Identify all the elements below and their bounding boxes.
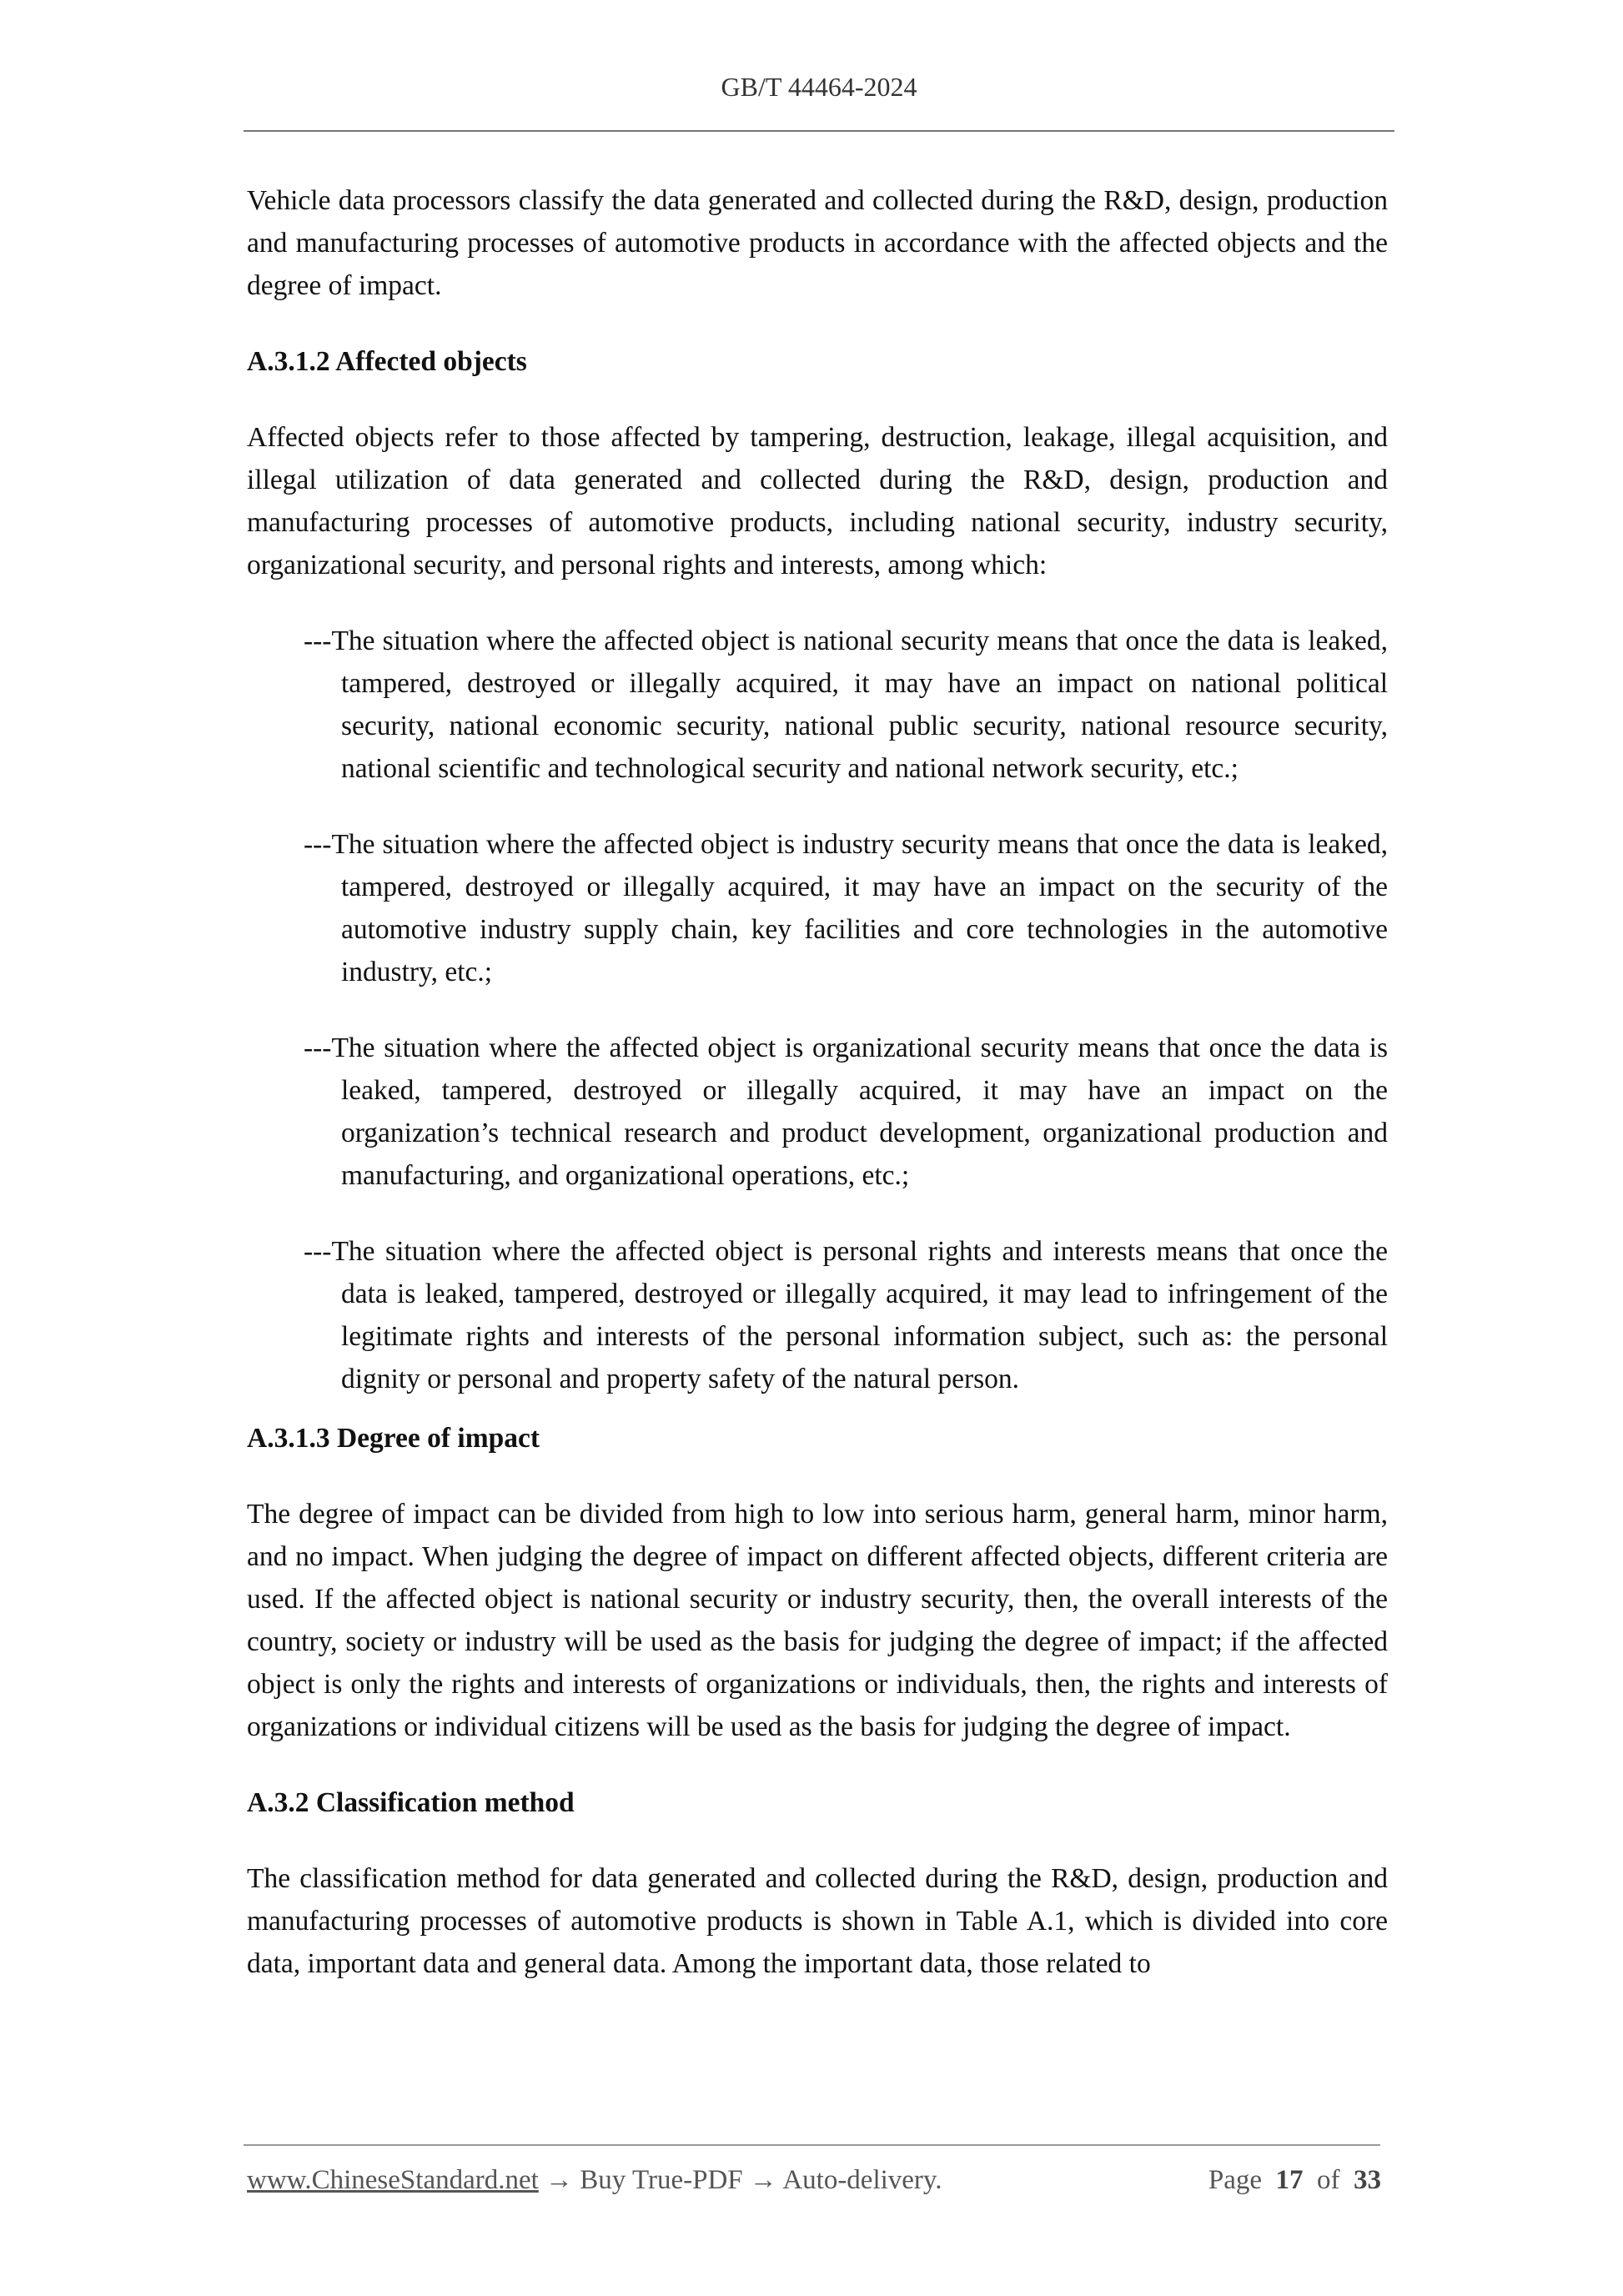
buy-true-pdf-text: Buy True-PDF [580,2165,743,2195]
header-divider [244,130,1394,132]
current-page-number: 17 [1275,2165,1304,2195]
section-heading-affected-objects: A.3.1.2 Affected objects [247,346,527,377]
auto-delivery-text: Auto-delivery. [782,2165,942,2195]
footer-divider [244,2144,1380,2146]
document-body [247,179,1388,2018]
of-label: of [1317,2165,1340,2195]
arrow-right-icon: → [749,2165,777,2195]
document-header-title: GB/T 44464-2024 [721,72,917,102]
list-item-organizational-security: ---The situation where the affected object is organizational security means that once the data is leaked, tampered, destroyed or illegally acquired, it may have an impact on the organization’s technical research and product development, organizational production and manufacturing, and organizational operations, etc.; [304,1032,1388,1191]
list-item-national-security: ---The situation where the affected object is national security means that once the data is leaked, tampered, destroyed or illegally acquired, it may have an impact on national political security, national economic security, national public security, national resource security, national scientific and technological security and national network security, etc.; [304,625,1388,784]
degree-of-impact-paragraph: The degree of impact can be divided from high to low into serious harm, general harm, minor harm, and no impact. When judging the degree of impact on different affected objects, different criteria are used. If the affected object is national security or industry security, then, the overall interests of the country, society or industry will be used as the basis for judging the degree of impact; if the affected object is only the rights and interests of organizations or individuals, then, the rights and interests of organizations or individual citizens will be used as the basis for judging the degree of impact. [247,1499,1388,1742]
list-item-personal-rights: ---The situation where the affected object is personal rights and interests means that once the data is leaked, tampered, destroyed or illegally acquired, it may lead to infringement of the legitimate rights and interests of the personal information subject, such as: the personal dignity or personal and property safety of the natural person. [304,1236,1388,1394]
list-item-industry-security: ---The situation where the affected object is industry security means that once the data is leaked, tampered, destroyed or illegally acquired, it may have an impact on the security of the automotive industry supply chain, key facilities and core technologies in the automotive industry, etc.; [304,829,1388,987]
page-indicator [1208,2165,1381,2196]
website-link[interactable]: www.ChineseStandard.net [247,2165,539,2195]
intro-paragraph: Vehicle data processors classify the data generated and collected during the R&D, design, production and manufacturing processes of automotive products in accordance with the affected objects and the degree of impact. [247,185,1388,301]
classification-method-paragraph: The classification method for data generated and collected during the R&D, design, production and manufacturing processes of automotive products is shown in Table A.1, which is divided into core data, important data and general data. Among the important data, those related to [247,1863,1388,1979]
footer-links [247,2165,942,2196]
arrow-right-icon: → [545,2165,574,2195]
page-label: Page [1208,2165,1262,2195]
section-heading-degree-of-impact: A.3.1.3 Degree of impact [247,1423,540,1454]
section-heading-classification-method: A.3.2 Classification method [247,1787,575,1818]
affected-objects-paragraph: Affected objects refer to those affected by tampering, destruction, leakage, illegal acquisition, and illegal utilization of data generated and collected during the R&D, design, production and manufacturing processes of automotive products, including national security, industry security, organizational security, and personal rights and interests, among which: [247,422,1388,580]
total-pages-number: 33 [1354,2165,1381,2195]
